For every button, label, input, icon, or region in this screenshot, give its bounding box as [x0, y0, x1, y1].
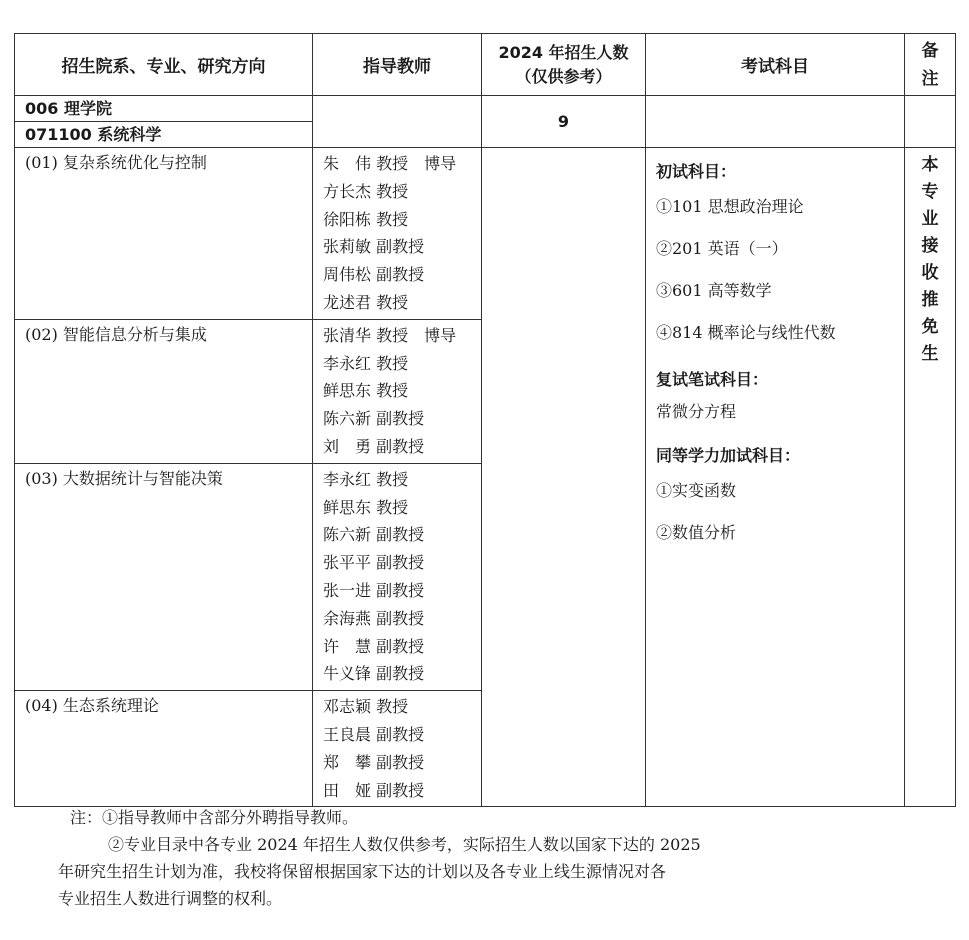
- dept-remark-empty: [905, 96, 956, 148]
- header-advisor: 指导教师: [313, 34, 482, 96]
- advisor-list: 邓志颖 教授 王良晨 副教授 郑 攀 副教授 田 娅 副教授: [313, 691, 482, 807]
- footnotes: [58, 804, 930, 912]
- advisor-list: 张清华 教授 博导 李永红 教授 鲜思东 教授 陈六新 副教授 刘 勇 副教授: [313, 319, 482, 463]
- department-name: 006 理学院: [15, 96, 313, 122]
- major-name: 071100 系统科学: [15, 122, 313, 148]
- exam-retest-title: 复试笔试科目：: [656, 370, 769, 389]
- direction-row: [15, 148, 956, 320]
- direction-name: (01) 复杂系统优化与控制: [15, 148, 313, 320]
- department-row: [15, 96, 956, 122]
- note-line: 年研究生招生计划为准，我校将保留根据国家下达的计划以及各专业上线生源情况对各: [58, 862, 667, 881]
- exam-item: ①101 思想政治理论: [656, 197, 804, 216]
- exam-item: ②数值分析: [656, 523, 737, 542]
- header-remark: 备 注: [905, 34, 956, 96]
- dept-exam-empty: [646, 96, 905, 148]
- exam-initial-title: 初试科目：: [656, 162, 737, 181]
- header-exam: 考试科目: [646, 34, 905, 96]
- quota-empty: [482, 148, 646, 807]
- header-direction: 招生院系、专业、研究方向: [15, 34, 313, 96]
- remark-text: 本 专 业 接 收 推 免 生: [905, 148, 956, 807]
- admission-table: [14, 33, 956, 807]
- note-line: 专业招生人数进行调整的权利。: [58, 889, 283, 908]
- dept-advisor-empty: [313, 96, 482, 148]
- header-quota: 2024 年招生人数 （仅供参考）: [482, 34, 646, 96]
- table-header-row: [15, 34, 956, 96]
- advisor-list: 朱 伟 教授 博导 方长杰 教授 徐阳栋 教授 张莉敏 副教授 周伟松 副教授 龙述君 教授: [313, 148, 482, 320]
- exam-item: ③601 高等数学: [656, 281, 772, 300]
- advisor-list: 李永红 教授 鲜思东 教授 陈六新 副教授 张平平 副教授 张一进 副教授 余海燕 副教授 许 慧 副教授 牛义锋 副教授: [313, 463, 482, 690]
- note-line: 注：①指导教师中含部分外聘指导教师。: [70, 808, 359, 827]
- exam-subjects: [646, 148, 905, 807]
- exam-equiv-title: 同等学力加试科目：: [656, 446, 801, 465]
- quota-value: 9: [482, 96, 646, 148]
- note-line: ②专业目录中各专业 2024 年招生人数仅供参考，实际招生人数以国家下达的 2025: [108, 835, 701, 854]
- exam-item: ①实变函数: [656, 481, 737, 500]
- direction-name: (03) 大数据统计与智能决策: [15, 463, 313, 690]
- direction-name: (04) 生态系统理论: [15, 691, 313, 807]
- exam-item: ②201 英语（一）: [656, 239, 788, 258]
- exam-item: ④814 概率论与线性代数: [656, 323, 836, 342]
- direction-name: (02) 智能信息分析与集成: [15, 319, 313, 463]
- exam-item: 常微分方程: [656, 402, 737, 421]
